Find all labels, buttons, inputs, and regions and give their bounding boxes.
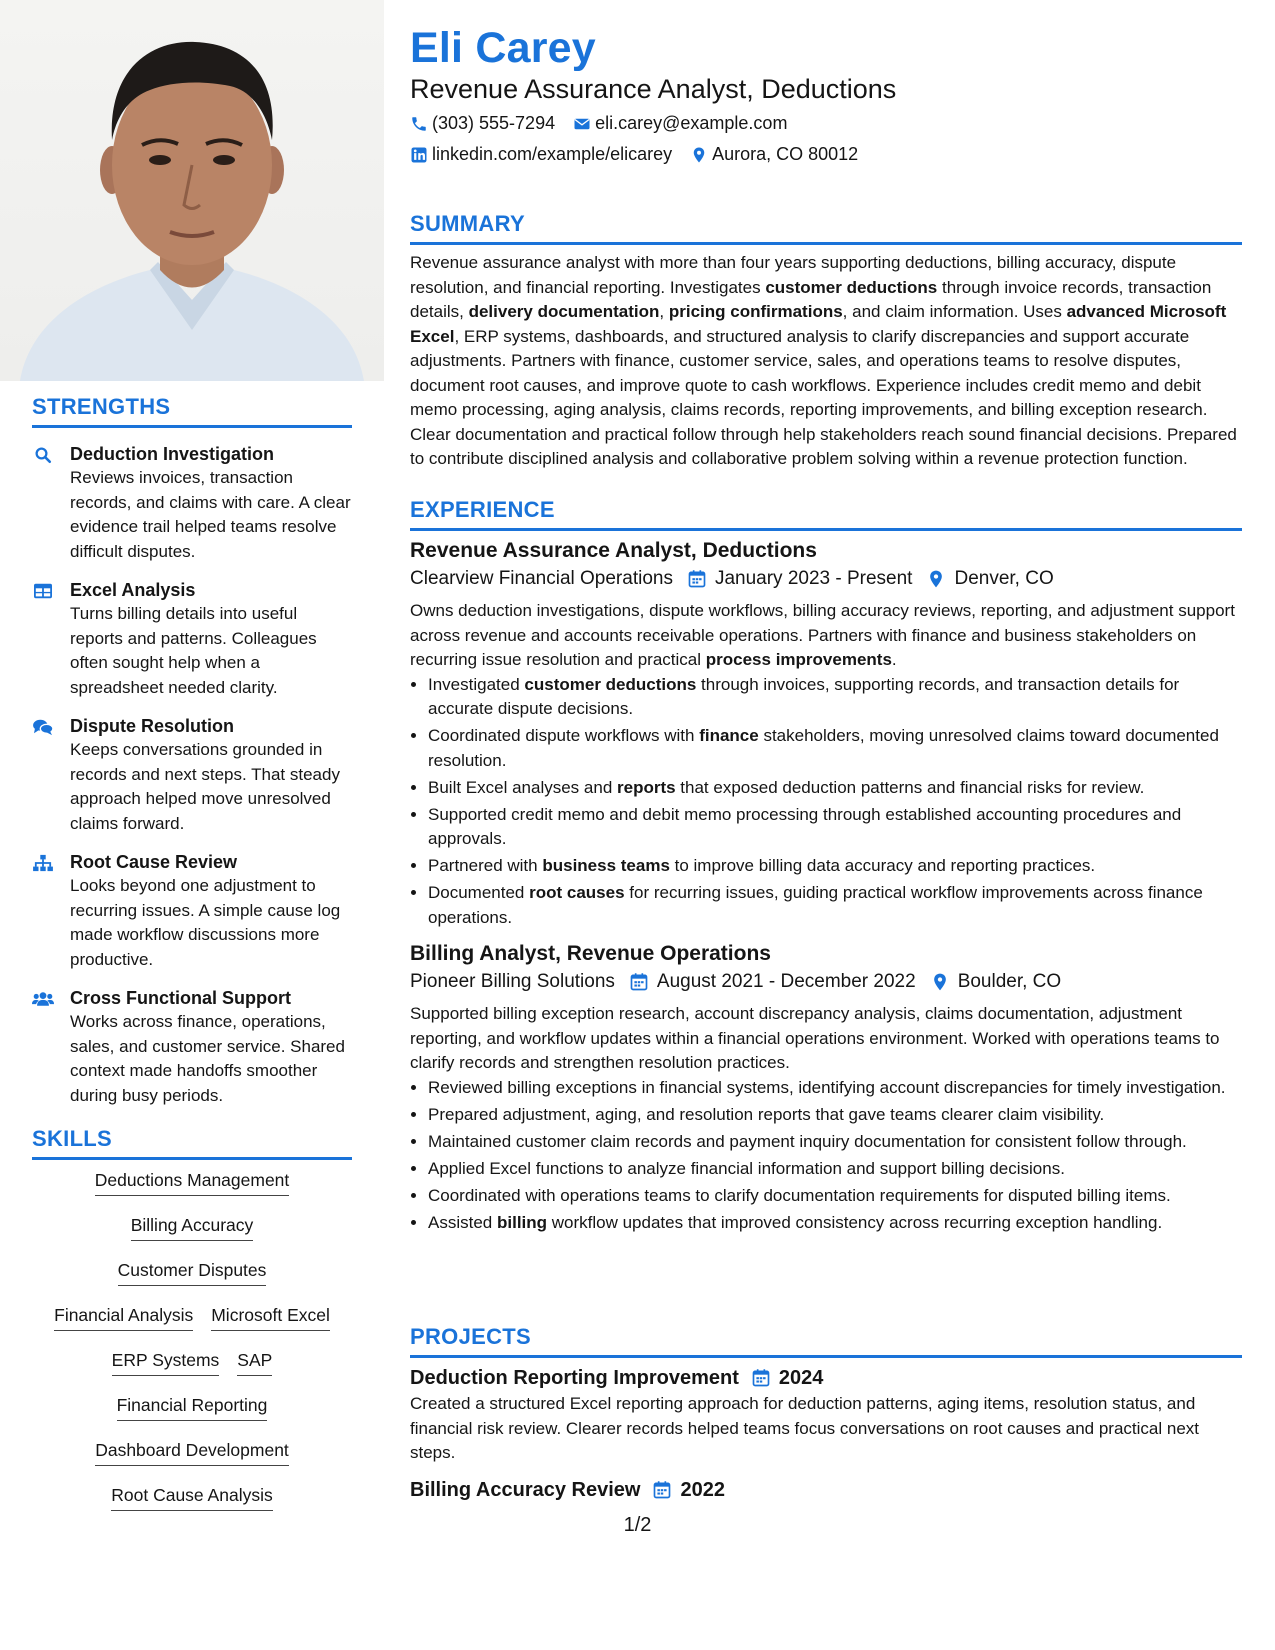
bullet-item: • Investigated customer deductions through invoices, supporting records, and transaction details for accurate dispute decisions. (428, 673, 1242, 722)
skill-tag: Billing Accuracy (131, 1215, 254, 1241)
strength-description: Keeps conversations grounded in records and next steps. That steady approach helped move unresolved claims forward. (70, 740, 340, 833)
phone-contact (410, 113, 555, 134)
strength-title: Cross Functional Support (70, 988, 292, 1008)
strength-title: Dispute Resolution (70, 716, 235, 736)
emphasis-text: reports (617, 777, 676, 797)
skill-row (109, 1260, 276, 1305)
skill-tag: Root Cause Analysis (111, 1485, 272, 1511)
skill-tag: Microsoft Excel (211, 1305, 330, 1331)
emphasis-text: advanced Microsoft Excel (410, 302, 1227, 346)
phone-icon (410, 115, 428, 133)
skill-tag: SAP (237, 1350, 272, 1376)
summary-text: Revenue assurance analyst with more than four years supporting deductions, billing accuracy, dispute resolution, and financial reporting. Investigates customer deductions through invoice records, transaction details, delivery documentation, pricing confirmations, and claim information. Uses advanced Microsoft Excel, ERP systems, dashboards, and structured analysis to clarify discrepancies and support accurate adjustments. Partners with finance, customer service, sales, and operations teams to resolve disputes, document root causes, and improve quote to cash workflows. Experience includes credit memo and debit memo processing, aging analysis, claims records, reporting improvements, and billing exception research. Clear documentation and practical follow through help stakeholders reach sound financial decisions. Prepared to contribute disciplined analysis and collaborative problem solving within a revenue protection function. (410, 253, 1237, 468)
emphasis-text: customer deductions (524, 674, 697, 694)
strengths-heading: STRENGTHS (32, 394, 171, 419)
job-description: Owns deduction investigations, dispute workflows, billing accuracy reviews, reporting, and adjustment support across revenue and accounts receivable operations. Partners with finance and business stakeholders on recurring issue resolution and practical process improvements. (410, 601, 1235, 669)
section-divider (410, 242, 1242, 245)
section-divider (32, 425, 352, 428)
bullet-item: • Partnered with business teams to improve billing data accuracy and reporting practices. (428, 854, 1242, 879)
skill-row (108, 1395, 277, 1440)
strength-item (32, 986, 352, 1108)
candidate-name: Eli Carey (410, 24, 596, 72)
skill-tag: Financial Analysis (54, 1305, 193, 1331)
strength-item (32, 850, 352, 972)
company-name: Pioneer Billing Solutions (410, 971, 615, 992)
page-number: 1/2 (623, 1514, 652, 1536)
skills-section (32, 1125, 352, 1530)
table-icon (32, 578, 70, 700)
job-entry (410, 940, 1242, 1235)
emphasis-text: billing (496, 1212, 548, 1232)
envelope-icon (573, 115, 591, 133)
project-year: 2022 (680, 1478, 725, 1501)
users-icon (32, 986, 70, 1108)
strength-title: Root Cause Review (70, 852, 238, 872)
experience-section (410, 496, 1242, 1238)
strength-item (32, 442, 352, 564)
bullet-item: • Prepared adjustment, aging, and resolution reports that gave teams clearer claim visibility. (428, 1103, 1242, 1128)
sitemap-icon (32, 850, 70, 972)
linkedin-url[interactable]: linkedin.com/example/elicarey (432, 144, 673, 164)
skill-row (103, 1350, 282, 1395)
comments-icon (32, 714, 70, 836)
bullet-item: • Reviewed billing exceptions in financial systems, identifying account discrepancies for timely investigation. (428, 1076, 1242, 1101)
calendar-icon (687, 569, 707, 589)
project-title: Billing Accuracy Review (410, 1478, 641, 1501)
email-address[interactable]: eli.carey@example.com (595, 113, 788, 133)
linkedin-contact[interactable] (410, 144, 672, 165)
job-title: Revenue Assurance Analyst, Deductions (410, 539, 817, 562)
bullet-item: • Supported credit memo and debit memo processing through established accounting procedures and approvals. (428, 803, 1242, 852)
section-divider (410, 528, 1242, 531)
location-text: Aurora, CO 80012 (712, 144, 859, 164)
strength-title: Excel Analysis (70, 580, 196, 600)
job-meta (410, 968, 1242, 996)
emphasis-text: delivery documentation (468, 302, 660, 321)
emphasis-text: root causes (529, 883, 625, 902)
bullet-item: • Built Excel analyses and reports that exposed deduction patterns and financial risks for review. (428, 776, 1242, 801)
project-header (410, 1364, 1242, 1392)
bullet-item: • Documented root causes for recurring issues, guiding practical workflow improvements across finance operations. (428, 881, 1242, 930)
job-bullets (410, 673, 1242, 931)
map-pin-icon (926, 569, 946, 589)
bullet-item: • Maintained customer claim records and payment inquiry documentation for consistent follow through. (428, 1130, 1242, 1155)
project-entry (410, 1364, 1242, 1466)
experience-heading: EXPERIENCE (410, 497, 555, 522)
skill-tag: Dashboard Development (95, 1440, 289, 1466)
job-description: Supported billing exception research, account discrepancy analysis, claims documentation, adjustment reporting, and workflow updates within a financial operations environment. Worked with operations teams to clarify records and strengthen resolution practices. (410, 1004, 1220, 1072)
strength-description: Reviews invoices, transaction records, and claims with care. A clear evidence trail helped teams resolve difficult disputes. (70, 468, 351, 561)
skill-row (45, 1305, 339, 1350)
company-name: Clearview Financial Operations (410, 568, 673, 589)
sidebar (0, 0, 384, 1650)
candidate-title: Revenue Assurance Analyst, Deductions (410, 74, 897, 104)
strength-item (32, 578, 352, 700)
summary-heading: SUMMARY (410, 211, 525, 236)
strength-description: Looks beyond one adjustment to recurring issues. A simple cause log made workflow discussions more productive. (70, 876, 341, 969)
location-contact (690, 144, 858, 165)
project-entry (410, 1476, 1242, 1504)
skill-row (122, 1215, 263, 1260)
skill-tag: Deductions Management (95, 1170, 290, 1196)
job-meta (410, 565, 1242, 593)
job-location: Boulder, CO (957, 971, 1062, 992)
emphasis-text: business teams (542, 856, 670, 875)
section-divider (32, 1157, 352, 1160)
emphasis-text: customer deductions (765, 277, 938, 297)
job-title: Billing Analyst, Revenue Operations (410, 942, 771, 965)
phone-number: (303) 555-7294 (432, 113, 556, 133)
calendar-icon (751, 1368, 771, 1388)
bullet-item: • Applied Excel functions to analyze financial information and support billing decisions. (428, 1157, 1242, 1182)
job-dates: January 2023 - Present (714, 568, 913, 589)
strength-description: Works across finance, operations, sales, and customer service. Shared context made handoffs smoother during busy periods. (70, 1012, 345, 1105)
project-description: Created a structured Excel reporting approach for deduction patterns, aging items, resolution status, and financial risk review. Clearer records helped teams focus conversations on root causes and practical next steps. (410, 1394, 1199, 1462)
summary-section (410, 210, 1242, 472)
strength-item (32, 714, 352, 836)
calendar-icon (652, 1480, 672, 1500)
job-location: Denver, CO (954, 568, 1054, 589)
emphasis-text: process improvements (705, 650, 892, 669)
project-title: Deduction Reporting Improvement (410, 1367, 739, 1389)
job-dates: August 2021 - December 2022 (656, 971, 916, 992)
bullet-item: • Coordinated dispute workflows with finance stakeholders, moving unresolved claims toward documented resolution. (428, 724, 1242, 773)
map-pin-icon (930, 972, 950, 992)
bullet-item: • Assisted billing workflow updates that improved consistency across recurring exception handling. (428, 1211, 1242, 1236)
strength-title: Deduction Investigation (70, 444, 275, 464)
job-entry (410, 537, 1242, 930)
emphasis-text: finance (699, 726, 759, 745)
projects-section (410, 1323, 1242, 1504)
strengths-section (32, 393, 352, 1108)
map-pin-icon (690, 146, 708, 164)
skills-list (32, 1170, 352, 1530)
linkedin-icon (410, 146, 428, 164)
job-bullets (410, 1076, 1242, 1236)
search-icon (32, 442, 70, 564)
project-header (410, 1476, 1242, 1504)
skill-tag: ERP Systems (112, 1350, 220, 1376)
emphasis-text: pricing confirmations (668, 302, 843, 321)
skill-row (86, 1440, 298, 1485)
strength-description: Turns billing details into useful reports and patterns. Colleagues often sought help when a spreadsheet needed clarity. (70, 604, 317, 697)
skill-tag: Financial Reporting (117, 1395, 268, 1421)
contact-row (410, 113, 805, 134)
project-year: 2024 (778, 1367, 824, 1389)
skill-tag: Customer Disputes (118, 1260, 267, 1286)
skill-row (86, 1170, 299, 1215)
calendar-icon (629, 972, 649, 992)
skills-heading: SKILLS (32, 1126, 113, 1151)
projects-heading: PROJECTS (410, 1324, 531, 1349)
section-divider (410, 1355, 1242, 1358)
profile-photo (0, 0, 384, 381)
email-contact[interactable] (573, 113, 787, 134)
contact-row (410, 144, 876, 165)
bullet-item: • Coordinated with operations teams to clarify documentation requirements for disputed billing items. (428, 1184, 1242, 1209)
